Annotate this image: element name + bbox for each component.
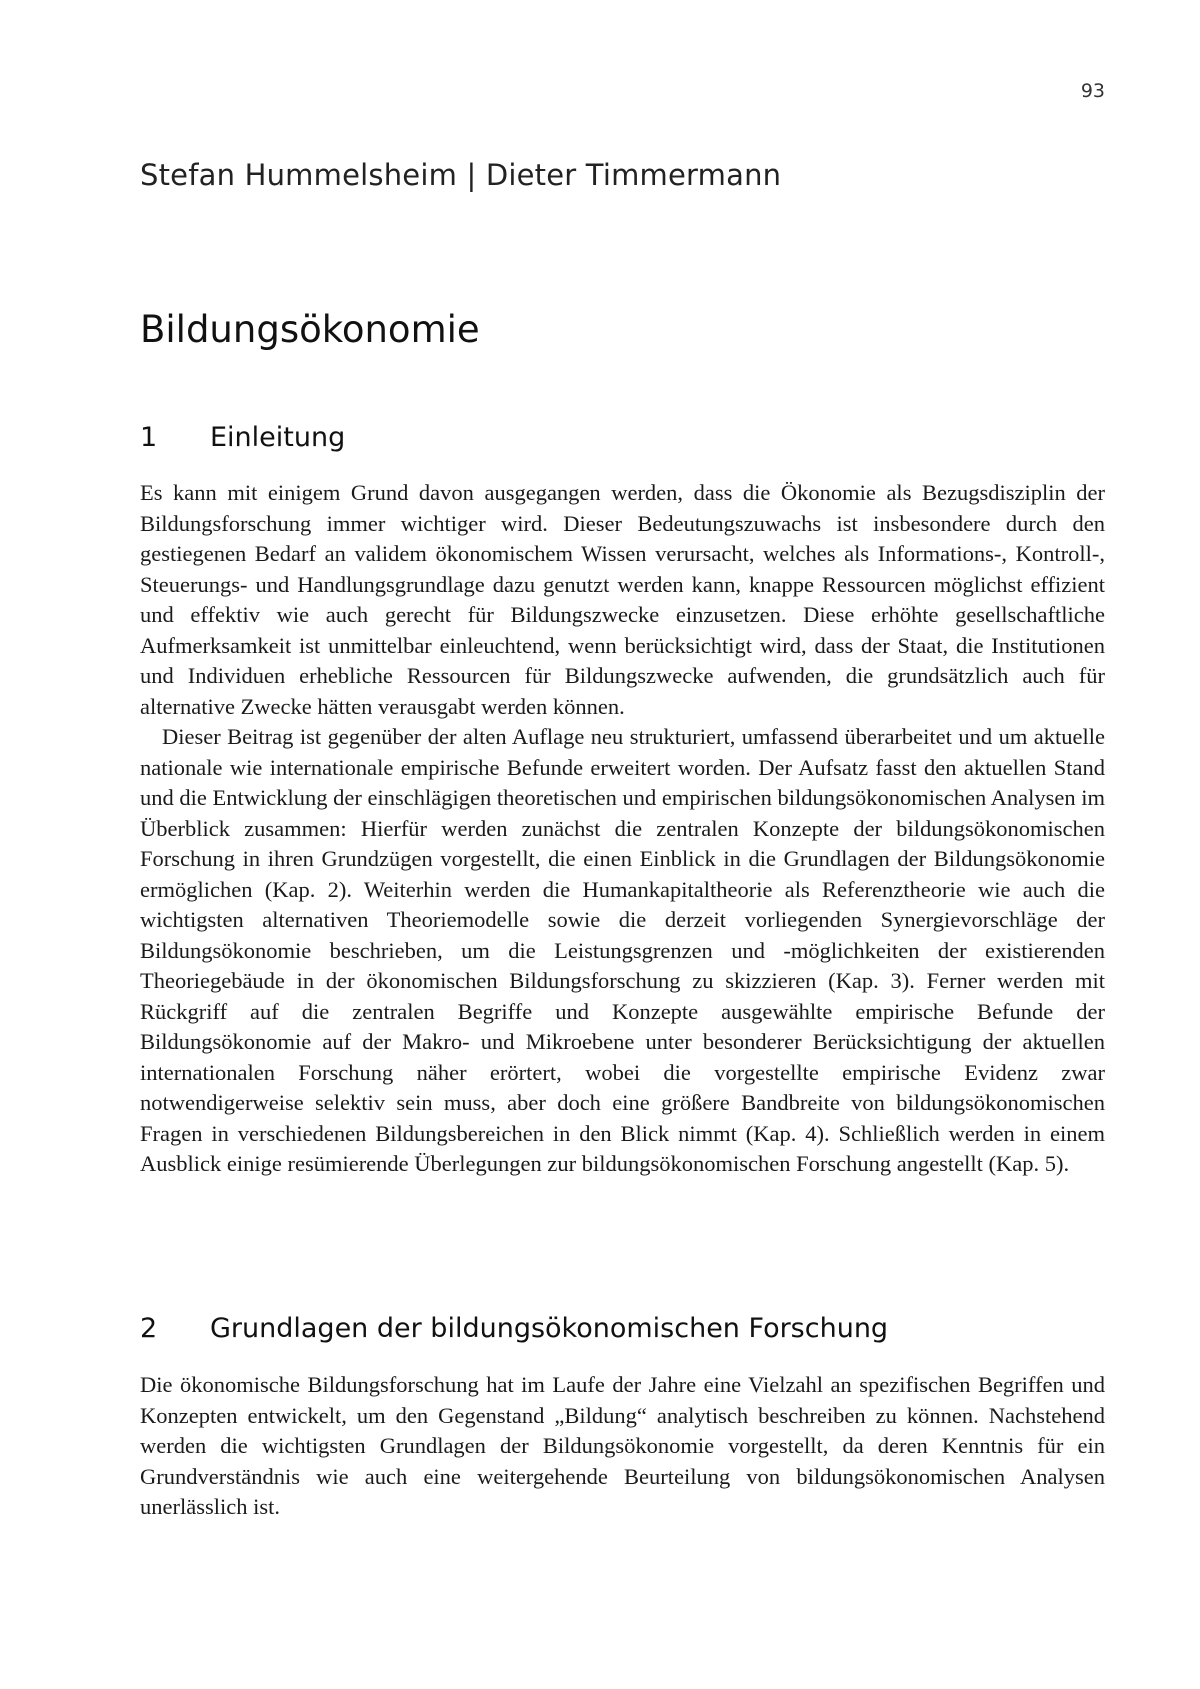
document-title: Bildungsökonomie — [140, 308, 480, 351]
paragraph: Dieser Beitrag ist gegenüber der alten Auflage neu strukturiert, umfassend überarbeitet und um aktuelle nationale wie internationale empirische Befunde erweitert worden. Der Aufsatz fasst den aktuellen Stand und die Entwicklung der einschlägigen theoretischen und empirischen bildungsökonomischen Analysen im Überblick zusammen: Hierfür werden zunächst die zentralen Konzepte der bildungsökonomischen Forschung in ihren Grundzügen vorgestellt, die einen Einblick in die Grundlagen der Bildungsökonomie ermöglichen (Kap. 2). Weiterhin werden die Humankapitaltheorie als Referenztheorie wie auch die wichtigsten alternativen Theoriemodelle sowie die derzeit vorliegenden Synergievorschläge der Bildungsökonomie beschrieben, um die Leistungsgrenzen und -möglichkeiten der existierenden Theoriegebäude in der ökonomischen Bildungsforschung zu skizzieren (Kap. 3). Ferner werden mit Rückgriff auf die zentralen Begriffe und Konzepte ausgewählte empirische Befunde der Bildungsökonomie auf der Makro- und Mikroebene unter besonderer Berücksichtigung der aktuellen internationalen Forschung näher erörtert, wobei die vorgestellte empirische Evidenz zwar notwendigerweise selektiv sein muss, aber doch eine größere Bandbreite von bildungsökonomischen Fragen in verschiedenen Bildungsbereichen in den Blick nimmt (Kap. 4). Schließlich werden in einem Ausblick einige resümierende Überlegungen zur bildungsökonomischen Forschung angestellt (Kap. 5). — [140, 724, 1105, 1176]
section-body-2 — [140, 1370, 1105, 1523]
section-title: Grundlagen der bildungsökonomischen Forschung — [210, 1313, 889, 1344]
paragraph: Es kann mit einigem Grund davon ausgegangen werden, dass die Ökonomie als Bezugsdisziplin der Bildungsforschung immer wichtiger wird. Dieser Bedeutungszuwachs ist insbesondere durch den gestiegenen Bedarf an validem ökonomischem Wissen verursacht, welches als Informations-, Kontroll-, Steuerungs- und Handlungsgrundlage dazu genutzt werden kann, knappe Ressourcen möglichst effizient und effektiv wie auch gerecht für Bildungszwecke einzusetzen. Diese erhöhte gesellschaftliche Aufmerksamkeit ist unmittelbar einleuchtend, wenn berücksichtigt wird, dass der Staat, die Institutionen und Individuen erhebliche Ressourcen für Bildungszwecke aufwenden, die grundsätzlich auch für alternative Zwecke hätten verausgabt werden können. — [140, 480, 1105, 719]
page-number: 93 — [1080, 80, 1105, 102]
section-heading-2 — [140, 1313, 888, 1344]
authors-line: Stefan Hummelsheim | Dieter Timmermann — [140, 158, 782, 192]
paragraph: Die ökonomische Bildungsforschung hat im Laufe der Jahre eine Vielzahl an spezifischen Begriffen und Konzepten entwickelt, um den Gegenstand „Bildung“ analytisch beschreiben zu können. Nachstehend werden die wichtigsten Grundlagen der Bildungsökonomie vorgestellt, da deren Kenntnis für ein Grundverständnis wie auch eine weitergehende Beurteilung von bildungsökonomischen Analysen unerlässlich ist. — [140, 1372, 1105, 1519]
section-title: Einleitung — [210, 422, 346, 453]
section-heading-1 — [140, 422, 345, 453]
section-body-1 — [140, 478, 1105, 1180]
section-number: 2 — [140, 1313, 158, 1344]
section-number: 1 — [140, 422, 158, 453]
